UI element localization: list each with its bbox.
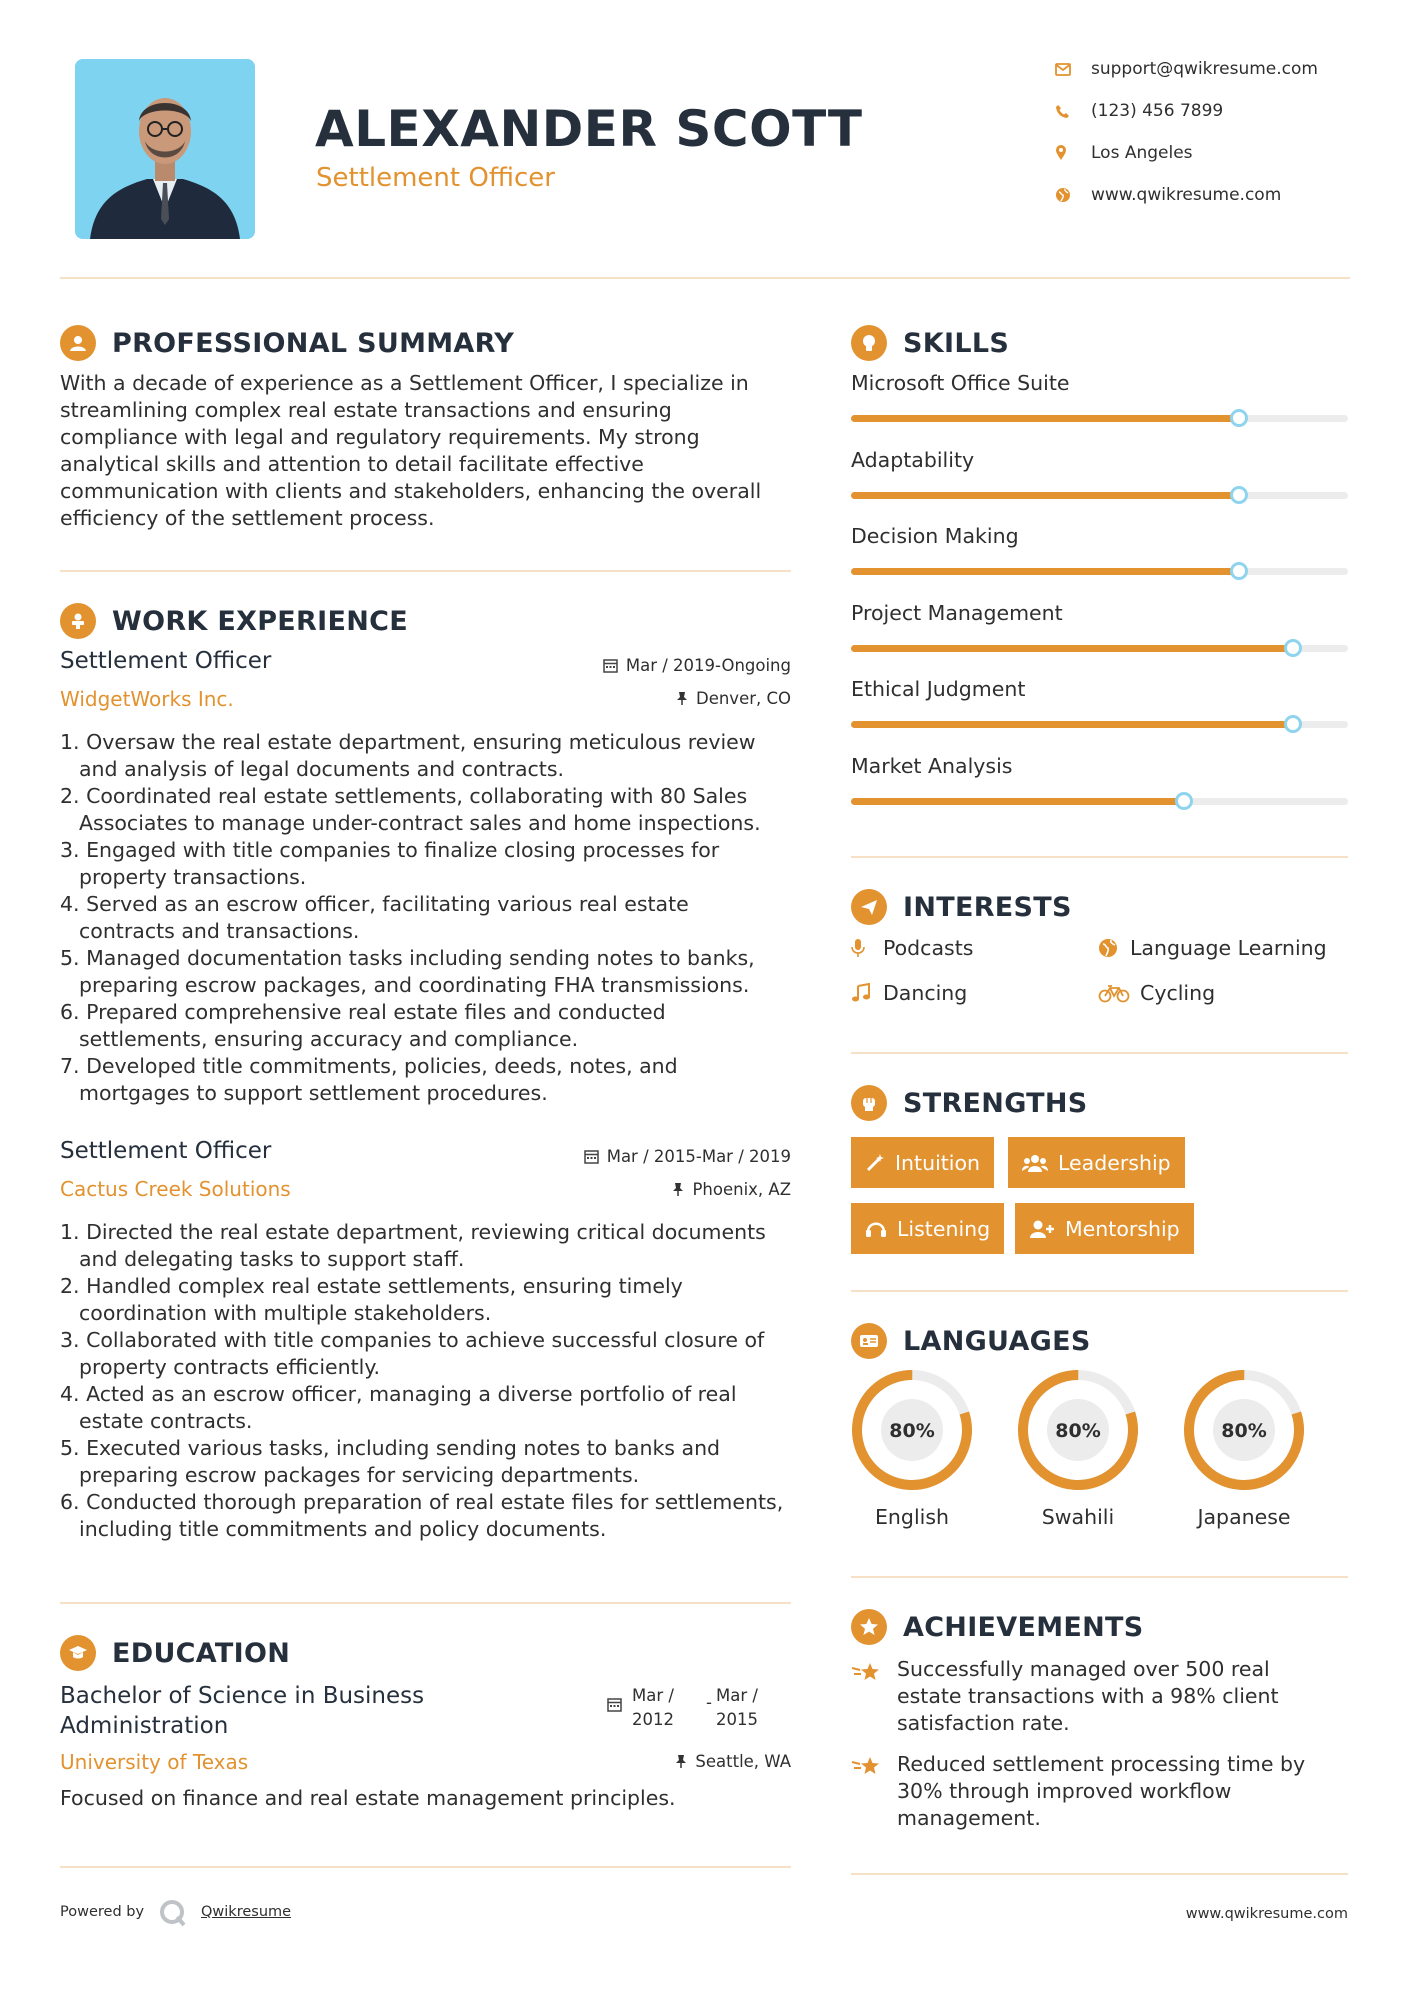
job-title: Settlement Officer — [60, 1138, 272, 1164]
interest-item — [1098, 981, 1215, 1005]
skill-bar-knob — [1230, 562, 1248, 580]
pushpin-icon — [675, 1754, 687, 1769]
phone-icon — [1055, 101, 1085, 121]
skill-item — [851, 371, 1348, 448]
skill-name: Microsoft Office Suite — [851, 371, 1070, 395]
section-divider — [851, 1576, 1348, 1578]
achievements-title: ACHIEVEMENTS — [903, 1611, 1144, 1643]
bicycle-icon — [1098, 983, 1140, 1003]
strength-label: Listening — [897, 1216, 991, 1241]
fist-icon — [851, 1085, 887, 1121]
languages-heading — [851, 1321, 1091, 1361]
summary-line: compliance with legal and regulatory requirements. My strong — [60, 425, 700, 449]
date-part: 2012 — [632, 1710, 674, 1729]
language-name: Japanese — [1197, 1505, 1291, 1529]
duty-item: 1. Directed the real estate department, reviewing critical documents and delegating tasks to support staff. — [60, 1220, 766, 1271]
duty-item: 4. Acted as an escrow officer, managing a diverse portfolio of real estate contracts. — [60, 1382, 737, 1433]
strengths-heading — [851, 1083, 1088, 1123]
globe-icon — [1055, 185, 1085, 205]
achievement-line: satisfaction rate. — [897, 1711, 1070, 1735]
strengths-title: STRENGTHS — [903, 1087, 1088, 1119]
duty-item: 5. Executed various tasks, including sending notes to banks and preparing escrow packages for servicing departments. — [60, 1436, 721, 1487]
summary-text — [60, 370, 800, 532]
job-duties — [60, 1219, 820, 1543]
education-note: Focused on finance and real estate management principles. — [60, 1786, 676, 1810]
calendar-icon — [607, 1697, 622, 1716]
briefcase-icon — [60, 603, 96, 639]
skill-bar-fill — [851, 798, 1184, 805]
language-ring — [850, 1368, 974, 1492]
interests-heading — [851, 887, 1072, 927]
school-name: University of Texas — [60, 1750, 249, 1774]
candidate-role: Settlement Officer — [316, 163, 555, 193]
interest-item — [851, 936, 973, 960]
skill-item — [851, 601, 1348, 678]
language-percent: 80% — [1055, 1420, 1101, 1442]
section-divider — [60, 1866, 791, 1868]
date-part: 2015 — [716, 1710, 758, 1729]
contact-phone-text: (123) 456 7899 — [1091, 101, 1224, 121]
skill-name: Project Management — [851, 600, 1063, 625]
skill-bar-knob — [1230, 409, 1248, 427]
magic-wand-icon — [865, 1153, 885, 1173]
duty-item: 4. Served as an escrow officer, facilitating various real estate contracts and transactions. — [60, 892, 689, 943]
strength-label: Mentorship — [1065, 1216, 1180, 1241]
duty-item: 6. Prepared comprehensive real estate files and conducted settlements, ensuring accuracy and compliance. — [60, 1000, 666, 1051]
summary-line: With a decade of experience as a Settlement Officer, I specialize in — [60, 371, 749, 395]
education-title: EDUCATION — [112, 1637, 291, 1669]
job-duties — [60, 729, 820, 1107]
skill-name: Adaptability — [851, 447, 975, 472]
duty-item: 2. Handled complex real estate settlements, ensuring timely coordination with multiple stakeholders. — [60, 1274, 683, 1325]
shooting-star-icon — [851, 1660, 883, 1690]
skill-name: Ethical Judgment — [851, 677, 1026, 701]
date-part: Mar / — [632, 1686, 674, 1705]
qwikresume-logo-icon — [158, 1898, 188, 1932]
strength-chip — [1008, 1137, 1185, 1188]
education-heading — [60, 1633, 290, 1673]
job-location-text: Phoenix, AZ — [692, 1180, 791, 1199]
language-item — [850, 1368, 974, 1496]
candidate-name: ALEXANDER SCOTT — [315, 100, 863, 158]
summary-heading — [60, 323, 514, 363]
job-location — [500, 1180, 791, 1199]
powered-by-label: Powered by — [60, 1904, 145, 1920]
education-end-date — [716, 1684, 758, 1732]
pushpin-icon — [672, 1182, 684, 1197]
degree-line: Bachelor of Science in Business — [60, 1683, 425, 1709]
education-location-text: Seattle, WA — [695, 1752, 791, 1771]
work-title: WORK EXPERIENCE — [112, 605, 408, 637]
section-divider — [851, 1290, 1348, 1292]
section-divider — [851, 856, 1348, 858]
duty-item: 7. Developed title commitments, policies, deeds, notes, and mortgages to support settlement procedures. — [60, 1054, 678, 1105]
headphones-icon — [865, 1219, 887, 1239]
duty-item: 5. Managed documentation tasks including sending notes to banks, preparing escrow packages, and coordinating FHA transmissions. — [60, 946, 755, 997]
skill-bar-knob — [1284, 639, 1302, 657]
interest-label: Language Learning — [1130, 936, 1327, 960]
company-name: Cactus Creek Solutions — [60, 1177, 291, 1201]
contact-email[interactable] — [1055, 56, 1318, 82]
duty-item: 3. Collaborated with title companies to achieve successful closure of property contracts efficiently. — [60, 1328, 765, 1379]
skill-item — [851, 677, 1348, 754]
section-divider — [60, 1602, 791, 1604]
education-location — [500, 1752, 791, 1771]
user-icon — [60, 325, 96, 361]
star-badge-icon — [851, 1609, 887, 1645]
language-name: Swahili — [1041, 1505, 1115, 1529]
graduation-cap-icon — [60, 1635, 96, 1671]
duty-item: 2. Coordinated real estate settlements, collaborating with 80 Sales Associates to manage under-contract sales and home inspections. — [60, 784, 761, 835]
job-date — [500, 656, 791, 675]
strength-label: Intuition — [895, 1150, 981, 1175]
job-location-text: Denver, CO — [695, 689, 791, 708]
globe-icon — [1098, 938, 1130, 958]
music-note-icon — [851, 983, 883, 1003]
strength-chip — [1015, 1203, 1194, 1254]
languages-title: LANGUAGES — [903, 1325, 1091, 1357]
person-portrait-icon — [75, 59, 255, 239]
summary-line: analytical skills and attention to detail facilitate effective — [60, 452, 644, 476]
duty-item: 3. Engaged with title companies to finalize closing processes for property transactions. — [60, 838, 720, 889]
skill-item — [851, 448, 1348, 525]
skill-bar — [851, 798, 1348, 805]
interest-label: Dancing — [883, 981, 968, 1005]
achievement-line: Reduced settlement processing time by — [897, 1752, 1306, 1776]
skills-title: SKILLS — [903, 327, 1010, 359]
job-title: Settlement Officer — [60, 648, 272, 674]
contact-location — [1055, 140, 1193, 166]
skill-bar-knob — [1284, 715, 1302, 733]
skill-bar — [851, 721, 1348, 728]
summary-line: communication with clients and stakeholders, enhancing the overall — [60, 479, 762, 503]
microphone-icon — [851, 938, 883, 958]
skill-item — [851, 524, 1348, 601]
interest-item — [1098, 936, 1327, 960]
paper-plane-icon — [851, 889, 887, 925]
job-date-text: Mar / 2019-Ongoing — [625, 656, 791, 675]
skill-bar — [851, 415, 1348, 422]
strength-chip — [851, 1137, 994, 1188]
duty-item: 1. Oversaw the real estate department, ensuring meticulous review and analysis of legal documents and contracts. — [60, 730, 756, 781]
strength-chip — [851, 1203, 1004, 1254]
footer-website-link[interactable]: www.qwikresume.com — [1185, 1906, 1348, 1922]
skill-bar-fill — [851, 415, 1239, 422]
interest-label: Podcasts — [883, 936, 974, 960]
skill-name: Market Analysis — [851, 753, 1013, 778]
skill-list — [851, 371, 1348, 830]
achievement-item — [897, 1751, 1347, 1832]
skill-item — [851, 754, 1348, 831]
summary-line: streamlining complex real estate transactions and ensuring — [60, 398, 672, 422]
shooting-star-icon — [851, 1754, 883, 1784]
summary-line: efficiency of the settlement process. — [60, 506, 435, 530]
profile-photo — [75, 59, 255, 239]
achievement-line: estate transactions with a 98% client — [897, 1684, 1279, 1708]
job-date — [500, 1147, 791, 1166]
skill-bar-fill — [851, 721, 1293, 728]
id-card-icon — [851, 1323, 887, 1359]
interests-title: INTERESTS — [903, 891, 1072, 923]
education-start-date — [632, 1684, 674, 1732]
contact-location-text: Los Angeles — [1091, 143, 1193, 163]
job-location — [500, 689, 791, 708]
skill-bar-fill — [851, 492, 1239, 499]
envelope-icon — [1055, 59, 1085, 79]
skill-bar — [851, 492, 1348, 499]
work-heading — [60, 601, 408, 641]
date-separator: - — [706, 1693, 712, 1712]
calendar-icon — [584, 1149, 599, 1164]
contact-phone[interactable] — [1055, 98, 1223, 124]
contact-website[interactable] — [1055, 182, 1281, 208]
skill-bar — [851, 568, 1348, 575]
achievement-line: Successfully managed over 500 real — [897, 1657, 1270, 1681]
duty-item: 6. Conducted thorough preparation of real estate files for settlements, including title commitments and policy documents. — [60, 1490, 784, 1541]
achievement-line: 30% through improved workflow — [897, 1779, 1232, 1803]
degree-line: Administration — [60, 1713, 229, 1739]
interest-item — [851, 981, 967, 1005]
skill-bar-knob — [1230, 486, 1248, 504]
company-name: WidgetWorks Inc. — [60, 687, 234, 711]
job-date-text: Mar / 2015-Mar / 2019 — [606, 1147, 791, 1166]
map-pin-icon — [1055, 143, 1085, 163]
users-icon — [1022, 1153, 1048, 1173]
contact-email-text: support@qwikresume.com — [1091, 59, 1318, 79]
achievement-line: management. — [897, 1806, 1041, 1830]
user-plus-icon — [1029, 1219, 1055, 1239]
section-divider — [60, 570, 791, 572]
skill-name: Decision Making — [851, 524, 1019, 548]
skill-bar-fill — [851, 568, 1239, 575]
language-ring — [1182, 1368, 1306, 1492]
lightbulb-icon — [851, 325, 887, 361]
calendar-icon — [603, 658, 618, 673]
interest-label: Cycling — [1140, 981, 1216, 1005]
language-item — [1016, 1368, 1140, 1496]
section-divider — [851, 1052, 1348, 1054]
date-part: Mar / — [716, 1686, 758, 1705]
skills-heading — [851, 323, 1009, 363]
language-percent: 80% — [889, 1420, 935, 1442]
skill-bar-fill — [851, 645, 1293, 652]
language-item — [1182, 1368, 1306, 1496]
pushpin-icon — [676, 691, 688, 706]
summary-title: PROFESSIONAL SUMMARY — [112, 327, 515, 359]
language-ring — [1016, 1368, 1140, 1492]
header-divider — [60, 277, 1350, 279]
skill-bar — [851, 645, 1348, 652]
achievements-heading — [851, 1607, 1144, 1647]
section-divider — [851, 1873, 1348, 1875]
language-name: English — [874, 1505, 950, 1529]
language-percent: 80% — [1221, 1420, 1267, 1442]
contact-website-text: www.qwikresume.com — [1091, 185, 1282, 205]
brand-link[interactable]: Qwikresume — [201, 1904, 292, 1920]
strength-label: Leadership — [1058, 1150, 1171, 1175]
skill-bar-knob — [1175, 792, 1193, 810]
degree-name — [60, 1681, 424, 1741]
achievement-item — [897, 1656, 1347, 1737]
